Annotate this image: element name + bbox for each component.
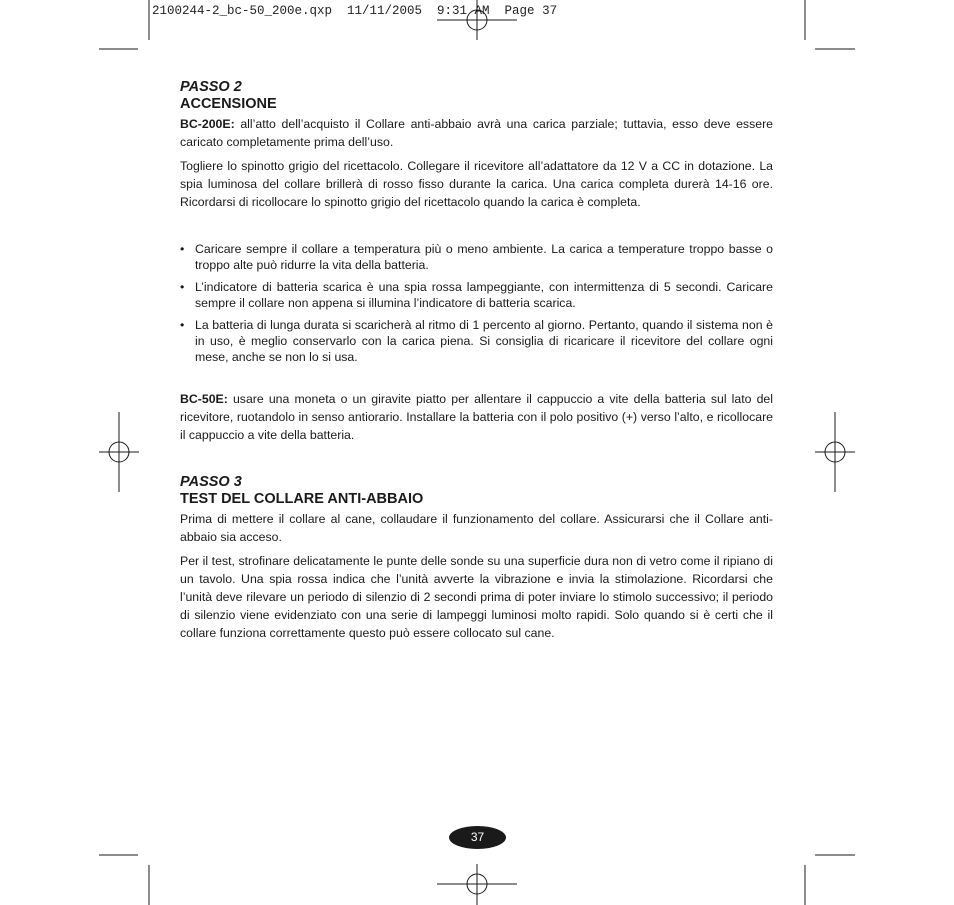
step-2-label: PASSO 2 [180,79,242,95]
registration-mark-left [99,412,139,492]
step-2-title: ACCENSIONE [180,96,277,112]
bc200e-label: BC-200E: [180,117,235,131]
bc50e-paragraph [180,390,773,444]
charging-note-item: • L’indicatore di batteria scarica è una spia rossa lampeggiante, con intermittenza di 5 secondi. Caricare sempre il collare non appena si illumina l’indicatore di batteria scarica. [180,279,773,311]
step-3-label: PASSO 3 [180,474,242,490]
bc200e-text: all’atto dell’acquisto il Collare anti-abbaio avrà una carica parziale; tuttavia, esso deve essere caricato completamente prima dell’uso. [180,117,773,149]
charging-paragraph: Togliere lo spinotto grigio del ricettacolo. Collegare il ricevitore all’adattatore da 12 V a CC in dotazione. La spia luminosa del collare brillerà di rosso fisso durante la carica. Una carica completa durerà 14-16 ore. Ricordarsi di ricollocare lo spinotto grigio del ricettacolo quando la carica è completa. [180,159,773,209]
registration-mark-right [815,412,855,492]
bc200e-paragraph [180,115,773,151]
registration-mark-top [437,0,517,40]
page-number-badge: 37 [449,826,506,849]
charging-notes-list [180,241,773,365]
file-slug-line: 2100244-2_bc-50_200e.qxp 11/11/2005 9:31 AM Page 37 [152,4,558,18]
registration-mark-bottom [437,864,517,905]
page-content [180,79,773,642]
step-3-title: TEST DEL COLLARE ANTI-ABBAIO [180,491,424,507]
test-procedure-paragraph: Per il test, strofinare delicatamente le punte delle sonde su una superficie dura non di vetro come il ripiano di un tavolo. Una spia rossa indica che l’unità avverte la vibrazione e invia la stimolazione. Ricordarsi che l’unità deve rilevare un periodo di silenzio di 2 secondi prima di poter inviare lo stimolo successivo; il periodo di silenzio viene evidenziato con una serie di lampeggi luminosi molto rapidi. Solo quando si è certi che il collare funziona correttamente questo può essere collocato sul cane. [180,554,773,640]
bc50e-text: usare una moneta o un giravite piatto per allentare il cappuccio a vite della batteria sul lato del ricevitore, ruotandolo in senso antiorario. Installare la batteria con il polo positivo (+) verso l’alto, e ricollocare il cappuccio a vite della batteria. [180,392,773,442]
charging-note-item: • La batteria di lunga durata si scaricherà al ritmo di 1 percento al giorno. Pertanto, quando il sistema non è in uso, è meglio conservarlo con la carica piena. Si consiglia di ricaricare il ricevitore del collare ogni mese, anche se non lo si usa. [180,317,773,365]
charging-note-item: • Caricare sempre il collare a temperatura più o meno ambiente. La carica a temperature troppo basse o troppo alte può ridurre la vita della batteria. [180,241,773,273]
bc50e-label: BC-50E: [180,392,228,406]
test-intro-paragraph: Prima di mettere il collare al cane, collaudare il funzionamento del collare. Assicurarsi che il Collare anti-abbaio sia acceso. [180,512,773,544]
